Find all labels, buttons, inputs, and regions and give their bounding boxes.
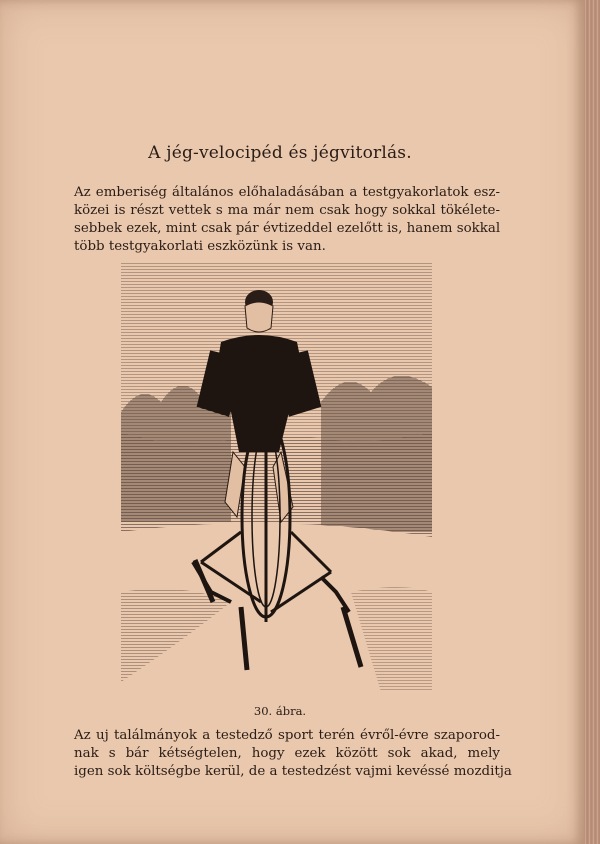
text-line: sebbek ezek, mint csak pár évtizeddel ezelőtt is, hanem sokkal bbox=[74, 221, 501, 236]
text-line: igen sok költségbe kerül, de a testedzést vajmi kevéssé mozditja bbox=[74, 764, 512, 779]
intro-paragraph bbox=[74, 184, 500, 256]
text-line: Az emberiség általános előhaladásában a testgyakorlatok esz- bbox=[74, 185, 500, 200]
figure-caption: 30. ábra. bbox=[253, 704, 307, 718]
chapter-title: A jég-velocipéd és jégvitorlás. bbox=[148, 143, 412, 163]
text-line: közei is részt vettek s ma már nem csak hogy sokkal tökélete- bbox=[74, 203, 500, 218]
text-line: nak s bár kétségtelen, hogy ezek között sok akad, mely bbox=[74, 746, 500, 761]
text-line: több testgyakorlati eszközünk is van. bbox=[74, 239, 326, 254]
ice-velocipede-engraving bbox=[121, 262, 432, 692]
second-paragraph bbox=[74, 727, 512, 781]
text-line: Az uj találmányok a testedző sport terén évről-évre szaporod- bbox=[74, 728, 500, 743]
page-stack-edge bbox=[584, 0, 600, 844]
